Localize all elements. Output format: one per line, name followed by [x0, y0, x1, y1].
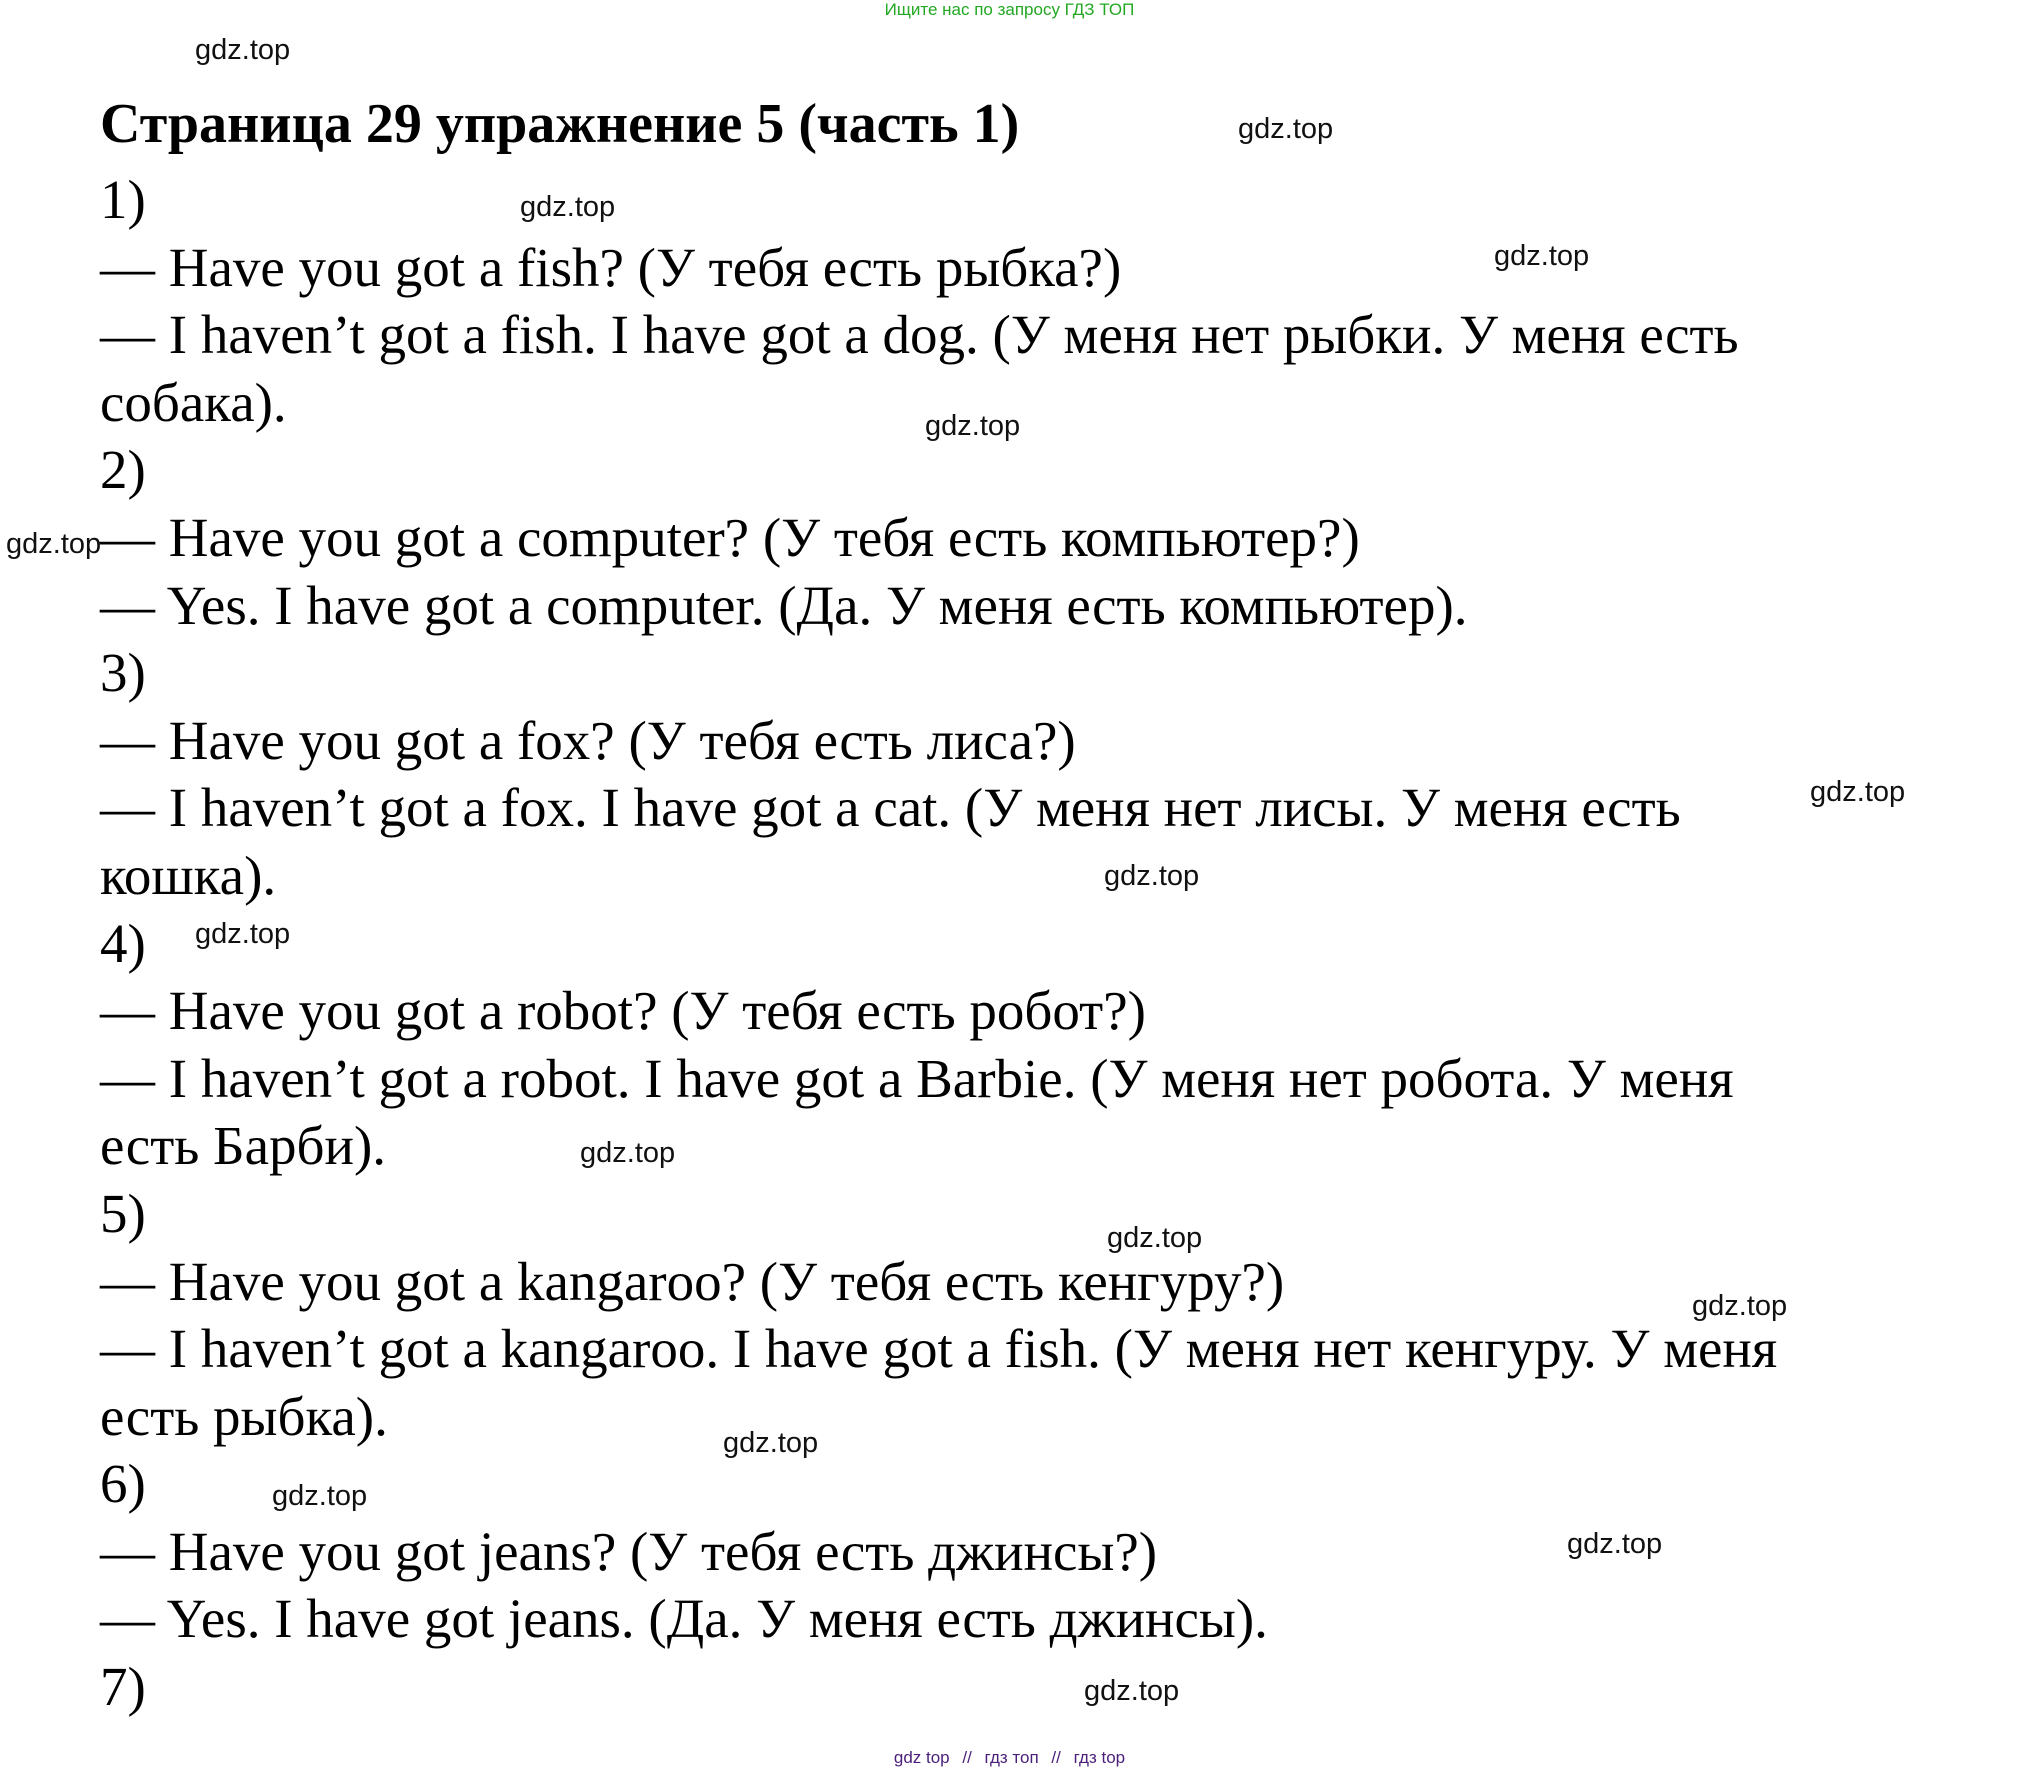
- footer-link[interactable]: гдз top: [1073, 1748, 1126, 1767]
- watermark: gdz.top: [1107, 1222, 1203, 1254]
- dialog-line: — Have you got a fox? (У тебя есть лиса?): [100, 709, 1076, 771]
- watermark: gdz.top: [1567, 1528, 1663, 1560]
- footer-link[interactable]: гдз топ: [984, 1748, 1039, 1767]
- item-number-4: 4): [100, 912, 146, 974]
- dialog-line-continuation: есть рыбка).: [100, 1385, 388, 1447]
- dialog-line-continuation: есть Барби).: [100, 1115, 387, 1177]
- dialog-line: — Have you got a fish? (У тебя есть рыбка?): [100, 236, 1122, 298]
- dialog-line-continuation: кошка).: [100, 844, 277, 906]
- footer-separator: //: [1051, 1748, 1061, 1767]
- item-number-6: 6): [100, 1453, 146, 1515]
- dialog-line-continuation: собака).: [100, 371, 287, 433]
- watermark: gdz.top: [195, 918, 291, 950]
- dialog-line: — I haven’t got a fish. I have got a dog. (У меня нет рыбки. У меня есть: [100, 304, 1739, 366]
- watermark: gdz.top: [520, 191, 616, 223]
- watermark: gdz.top: [272, 1480, 368, 1512]
- item-number-1: 1): [100, 169, 146, 230]
- watermark: gdz.top: [1104, 860, 1200, 892]
- watermark: gdz.top: [6, 528, 102, 560]
- watermark: gdz.top: [580, 1137, 676, 1169]
- footer-links: [0, 1748, 2019, 1768]
- item-number-2: 2): [100, 439, 146, 501]
- dialog-line: — Yes. I have got a computer. (Да. У меня есть компьютер).: [100, 574, 1468, 636]
- footer-separator: //: [962, 1748, 972, 1767]
- dialog-line: — Have you got a computer? (У тебя есть компьютер?): [100, 506, 1360, 568]
- watermark: gdz.top: [195, 34, 291, 66]
- watermark: gdz.top: [925, 410, 1021, 442]
- dialog-line: — I haven’t got a robot. I have got a Barbie. (У меня нет робота. У меня: [100, 1047, 1734, 1109]
- watermark: gdz.top: [723, 1427, 819, 1459]
- watermark: gdz.top: [1692, 1290, 1788, 1322]
- watermark: gdz.top: [1810, 776, 1906, 808]
- page-title: Страница 29 упражнение 5 (часть 1): [100, 93, 1020, 155]
- watermark: gdz.top: [1494, 240, 1590, 272]
- dialog-line: — Have you got jeans? (У тебя есть джинсы?): [100, 1520, 1158, 1582]
- dialog-line: — Have you got a kangaroo? (У тебя есть кенгуру?): [100, 1250, 1285, 1312]
- item-number-7: 7): [100, 1656, 146, 1718]
- dialog-line: — Have you got a robot? (У тебя есть робот?): [100, 980, 1146, 1042]
- dialog-line: — I haven’t got a fox. I have got a cat. (У меня нет лисы. У меня есть: [100, 777, 1681, 839]
- dialog-line: — Yes. I have got jeans. (Да. У меня есть джинсы).: [100, 1588, 1268, 1650]
- item-number-5: 5): [100, 1182, 146, 1244]
- watermark: gdz.top: [1084, 1675, 1180, 1707]
- top-banner: Ищите нас по запросу ГДЗ ТОП: [884, 0, 1135, 19]
- watermark: gdz.top: [1238, 113, 1334, 145]
- dialog-line: — I haven’t got a kangaroo. I have got a fish. (У меня нет кенгуру. У меня: [100, 1318, 1778, 1380]
- item-number-3: 3): [100, 642, 146, 704]
- exercise-text: [100, 166, 1930, 1721]
- footer-link[interactable]: gdz top: [893, 1748, 950, 1767]
